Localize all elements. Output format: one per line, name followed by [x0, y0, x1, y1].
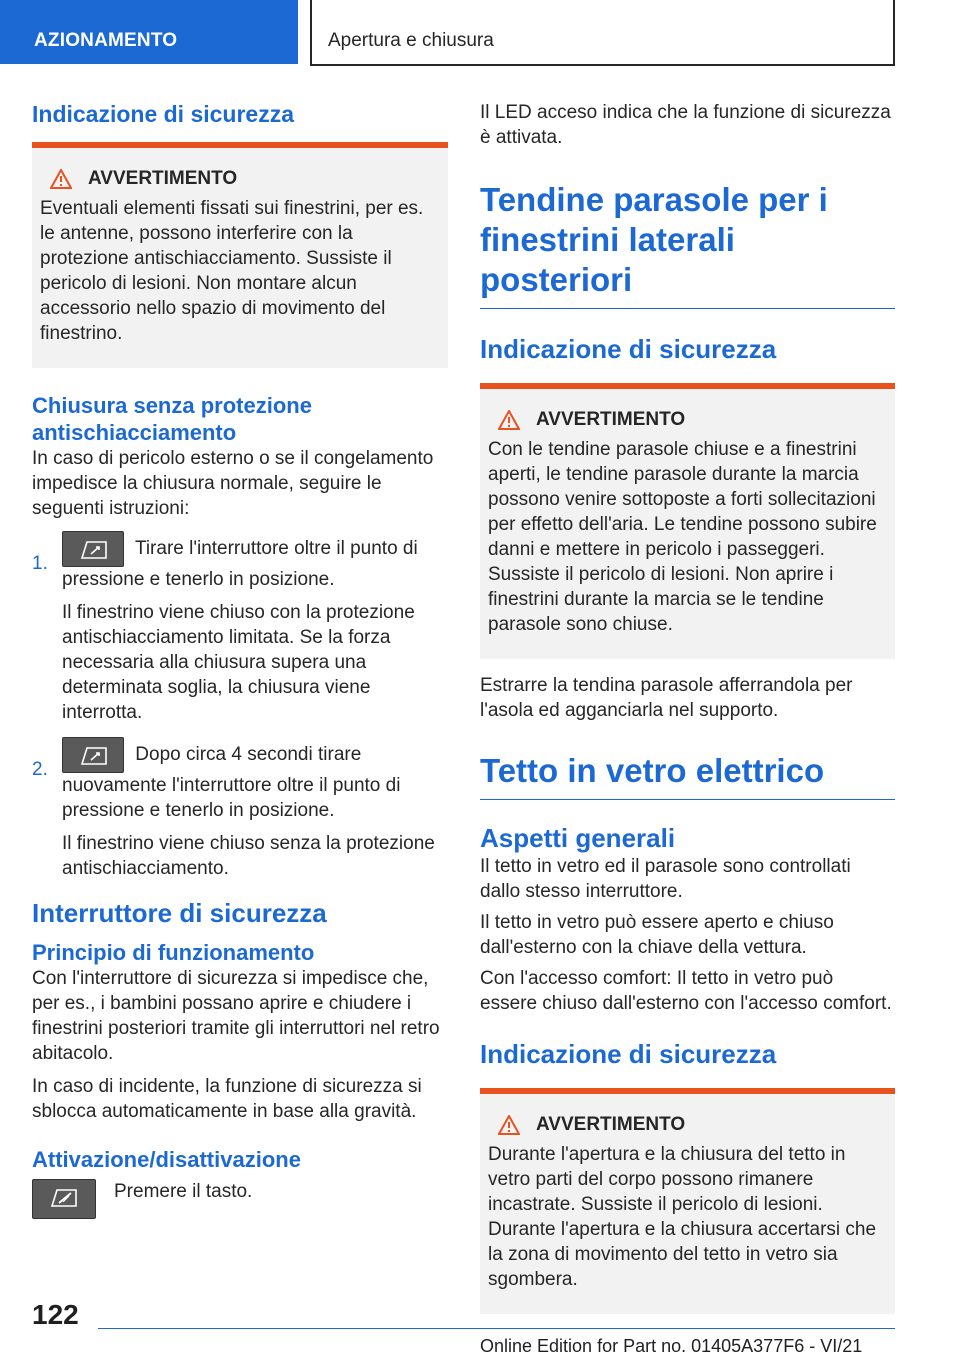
- led-text: Il LED acceso indica che la funzione di sicurezza è attivata.: [480, 102, 891, 148]
- step-number: 2.: [32, 759, 48, 780]
- chapter-header: [310, 0, 895, 66]
- general-text-3: Con l'accesso comfort: Il tetto in vetro può essere chiuso dall'esterno con l'accesso comfort.: [480, 968, 892, 1014]
- roof-heading: Tetto in vetro elettrico: [480, 751, 895, 800]
- warning-box-1: [32, 142, 448, 368]
- activation-heading: Attivazione/disattivazione: [32, 1147, 301, 1172]
- warning-box-2: [480, 383, 895, 659]
- principle-text-2: In caso di incidente, la funzione di sicurezza si sblocca automaticamente in base alla gravità.: [32, 1076, 422, 1122]
- section-tab: [0, 0, 298, 64]
- step-note: Il finestrino viene chiuso con la protezione antischiacciamento limitata. Se la forza necessaria alla chiusura supera una determinata soglia, la chiusura viene interrotta.: [62, 602, 415, 723]
- chapter-label: Apertura e chiusura: [328, 30, 494, 51]
- step-text: Tirare l'interruttore oltre il punto di pressione e tenerlo in posizione.: [62, 538, 418, 590]
- right-column: [480, 100, 895, 1314]
- step-list: [32, 531, 448, 881]
- edition-text: Online Edition for Part no. 01405A377F6 - VI/21: [480, 1336, 863, 1356]
- window-switch-icon: [62, 531, 124, 567]
- warning-box-3: [480, 1088, 895, 1314]
- step-note: Il finestrino viene chiuso senza la protezione antischiacciamento.: [62, 833, 435, 879]
- child-lock-switch-icon: [32, 1179, 96, 1219]
- warning-text: Eventuali elementi fissati sui finestrini, per es. le antenne, possono interferire con la protezione antischiacciamento. Sussiste il pericolo di lesioni. Non montare alcun accessorio nello spazio di movimento del finestrino.: [40, 198, 424, 344]
- principle-heading: Principio di funzionamento: [32, 940, 315, 965]
- safety-heading-2: Indicazione di sicurezza: [480, 334, 777, 364]
- window-switch-icon: [62, 737, 124, 773]
- general-text-2: Il tetto in vetro può essere aperto e chiuso dall'esterno con la chiave della vettura.: [480, 912, 834, 958]
- left-column: [32, 100, 448, 1219]
- list-item: [32, 531, 448, 725]
- blinds-text: Estrarre la tendina parasole afferrandola per l'asola ed agganciarla nel supporto.: [480, 675, 853, 721]
- section-label: AZIONAMENTO: [34, 30, 178, 51]
- warning-label: AVVERTIMENTO: [536, 1114, 686, 1135]
- warning-label: AVVERTIMENTO: [88, 168, 238, 189]
- page-number: 122: [32, 1299, 79, 1330]
- warning-triangle-icon: [50, 169, 72, 189]
- activation-text: Premere il tasto.: [114, 1181, 253, 1202]
- blinds-heading: Tendine parasole per i finestrini laterali posteriori: [480, 180, 895, 309]
- step-number: 1.: [32, 553, 48, 574]
- warning-triangle-icon: [498, 410, 520, 430]
- general-text-1: Il tetto in vetro ed il parasole sono controllati dallo stesso interruttore.: [480, 856, 851, 902]
- closing-heading: Chiusura senza protezione antischiacciamento: [32, 393, 312, 445]
- safety-heading-3: Indicazione di sicurezza: [480, 1039, 777, 1069]
- warning-label: AVVERTIMENTO: [536, 409, 686, 430]
- footer-divider: [98, 1328, 895, 1329]
- general-heading: Aspetti generali: [480, 823, 676, 853]
- switch-heading: Interruttore di sicurezza: [32, 898, 327, 928]
- warning-text: Con le tendine parasole chiuse e a finestrini aperti, le tendine parasole durante la marcia possono venire sottoposte a forti sollecitazioni per effetto dell'aria. Le tendine possono subire danni e mettere in pericolo i passeggeri. Sussiste il pericolo di lesioni. Non aprire i finestrini durante la marcia se le tendine parasole sono chiuse.: [488, 439, 877, 635]
- step-text: Dopo circa 4 secondi tirare nuovamente l'interruttore oltre il punto di pressione e tenerlo in posizione.: [62, 744, 401, 821]
- principle-text-1: Con l'interruttore di sicurezza si impedisce che, per es., i bambini possano aprire e chiudere i finestrini posteriori tramite gli interruttori nel retro abitacolo.: [32, 968, 440, 1064]
- warning-triangle-icon: [498, 1115, 520, 1135]
- list-item: [32, 737, 448, 881]
- safety-heading-1: Indicazione di sicurezza: [32, 101, 295, 127]
- warning-text: Durante l'apertura e la chiusura del tetto in vetro parti del corpo possono rimanere incastrate. Sussiste il pericolo di lesioni. Durante l'apertura e la chiusura accertarsi che la zona di movimento del tetto in vetro sia sgombera.: [488, 1144, 877, 1290]
- closing-text: In caso di pericolo esterno o se il congelamento impedisce la chiusura normale, seguire le seguenti istruzioni:: [32, 448, 434, 519]
